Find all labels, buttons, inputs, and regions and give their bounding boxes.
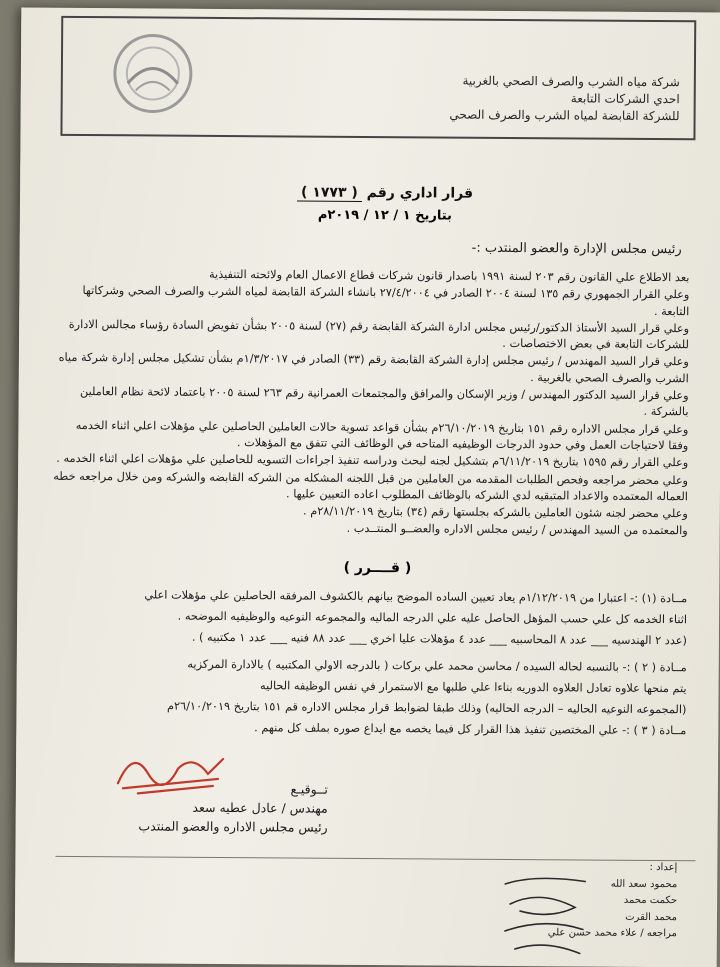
decision-date: بتاريخ ١ / ١٢ / ٢٠١٩م: [317, 207, 452, 224]
decision-title: [290, 181, 480, 204]
preamble-clause: وعلي قرار السيد الأستاذ الدكتور/رئيس مجلس ادارة الشركة القابضة رقم (٢٧) لسنة ٢٠٠٥ بشأن تفويض السادة رؤساء مجالس الادارة للشركات التابعة في بعض الاختصاصات .: [68, 317, 690, 352]
prepared-label: إعداد :: [649, 861, 678, 874]
preamble-clause: وعلي محضر لجنه شئون العاملين بالشركه بجلستها رقم (٣٤) بتاريخ ٢٨/١١/٢٠١٩م .: [303, 504, 688, 521]
preamble-clause: وعلي قرار السيد المهندس / رئيس مجلس إدارة الشركة القابضة رقم (٣٣) الصادر في ١/٣/٢٠١٧م بشأن تشكيل مجلس إدارة شركة مياه الشرب والصرف الصحي بالغربية .: [58, 351, 689, 386]
company-line-2: احدي الشركات التابعة: [570, 91, 680, 107]
decision-heading: ( قــــرر ): [343, 559, 412, 577]
preparer-name: حكمت محمد: [623, 894, 678, 907]
preamble-clause: والمعتمده من السيد المهندس / رئيس مجلس الاداره والعضــو المنتــدب .: [346, 522, 688, 538]
signature-label: تــوقيـع: [290, 781, 328, 797]
addressee: رئيس مجلس الإدارة والعضو المنتدب :-: [471, 240, 682, 258]
preamble: [53, 266, 690, 541]
preamble-clause: وعلي القرار رقم ١٥٩٥ بتاريخ ٦/١١/٢٠١٩م بتشكيل لجنه لبحث ودراسه تنفيذ اجراءات التسويه للحاصلين علي مؤهلات اعلي اثناء الخدمه .: [56, 452, 689, 470]
title-label: قرار اداري رقم: [366, 184, 474, 202]
company-name: [340, 72, 680, 125]
article-2-line-2: يتم منحها علاوه تعادل العلاوه الدوريه بناءا علي طلبها مع الاستمرار في نفس الوظيفه الحاليه: [260, 679, 687, 696]
preamble-clause: وعلي قرار السيد الدكتور المهندس / وزير الإسكان والمرافق والمجتمعات العمرانية رقم ٢٦٣ لسنة ٢٠٠٥ باعتماد لائحة نظام العاملين بالشركة .: [79, 385, 689, 419]
article-2-line-3: (المجموعه النوعيه الحاليه – الدرجه الحاليه) وذلك طبقا لضوابط قرار مجلس الاداره قم ١٥١ بتاريخ ٢٦/١٠/٢٠١٩م: [166, 699, 687, 717]
preamble-clause: وعلي القرار الجمهوري رقم ١٣٥ لسنة ٢٠٠٤ الصادر في ٢٧/٤/٢٠٠٤ بانشاء الشركة القابضة لمياه الشرب والصرف الصحي وشركاتها التابعة .: [82, 284, 690, 318]
preamble-clause: وعلي محضر مراجعه وفحص الطلبات المقدمه من العاملين من قبل اللجنه المشكله من الشركه القابضه والشركه ومن خلال مراجعه خطه العماله المعتمده والاعداد المتبقيه لدي الشركه بالوظائف المطلوب اعاده التعيين عليها .: [53, 469, 689, 504]
article-1-line-3: (عدد ٢ الهندسيه ___ عدد ٨ المحاسبيه ___ عدد ٤ مؤهلات عليا اخري ___ عدد ٨٨ فنيه ___ عدد ١ مكتبيه ) .: [191, 630, 687, 648]
reviewer-name: مراجعه / علاء محمد حسن علي: [547, 927, 677, 940]
preamble-clause: وعلي قرار مجلس الاداره رقم ١٥١ بتاريخ ٢٦/١٠/٢٠١٩م بشأن قواعد تسوية حالات العاملين الحاصلين علي مؤهلات اعلي اثناء الخدمه وفقا لاحتياجات العمل وفي حدود الدرجات الوظيفيه المتاحه في الوظائف التي تتفق مع المؤهلات .: [75, 418, 689, 453]
article-3-line-1: مــادة ( ٣ ) :- علي المختصين تنفيذ هذا القرار كل فيما يخصه مع ايداع صوره بملف كل منهم .: [254, 721, 687, 738]
company-logo-icon: [108, 28, 199, 119]
signature-block: [88, 778, 328, 837]
decision-document: [15, 8, 720, 967]
article-1-line-1: مــادة (١) :- اعتبارا من ١/١٢/٢٠١٩م يعاد تعيين الساده الموضح بيانهم بالكشوف المرفقه الحاصلين علي مؤهلات اعلي: [144, 588, 688, 606]
decision-number: ( ١٧٧٣ ): [297, 184, 362, 201]
company-line-3: للشركة القابضة لمياه الشرب والصرف الصحي: [449, 107, 680, 124]
company-line-1: شركة مياه الشرب والصرف الصحي بالغربية: [462, 73, 680, 90]
letterhead: [60, 16, 696, 140]
preparer-name: محمد القرت: [625, 911, 678, 923]
preamble-clause: بعد الاطلاع علي القانون رقم ٢٠٣ لسنة ١٩٩١ باصدار قانون شركات قطاع الاعمال العام ولائحته التنفيذية: [208, 267, 690, 285]
article-1-line-2: اثناء الخدمه كل علي حسب المؤهل الحاصل عليه علي الدرجه الماليه والمجموعه النوعيه والوظيفيه الموضحه .: [177, 609, 688, 627]
signatory-name: مهندس / عادل عطيه سعد: [192, 799, 328, 816]
prepared-by: [537, 859, 678, 942]
preparer-name: محمود سعد الله: [610, 878, 678, 890]
article-2-line-1: مــادة ( ٢ ) :- بالنسبه لحاله السيده / محاسن محمد علي بركات ( بالدرجه الاولي المكتبيه ) بالادارة المركزيه: [187, 657, 687, 675]
articles: [46, 584, 687, 741]
signatory-role: رئيس مجلس الاداره والعضو المنتدب: [138, 818, 328, 835]
